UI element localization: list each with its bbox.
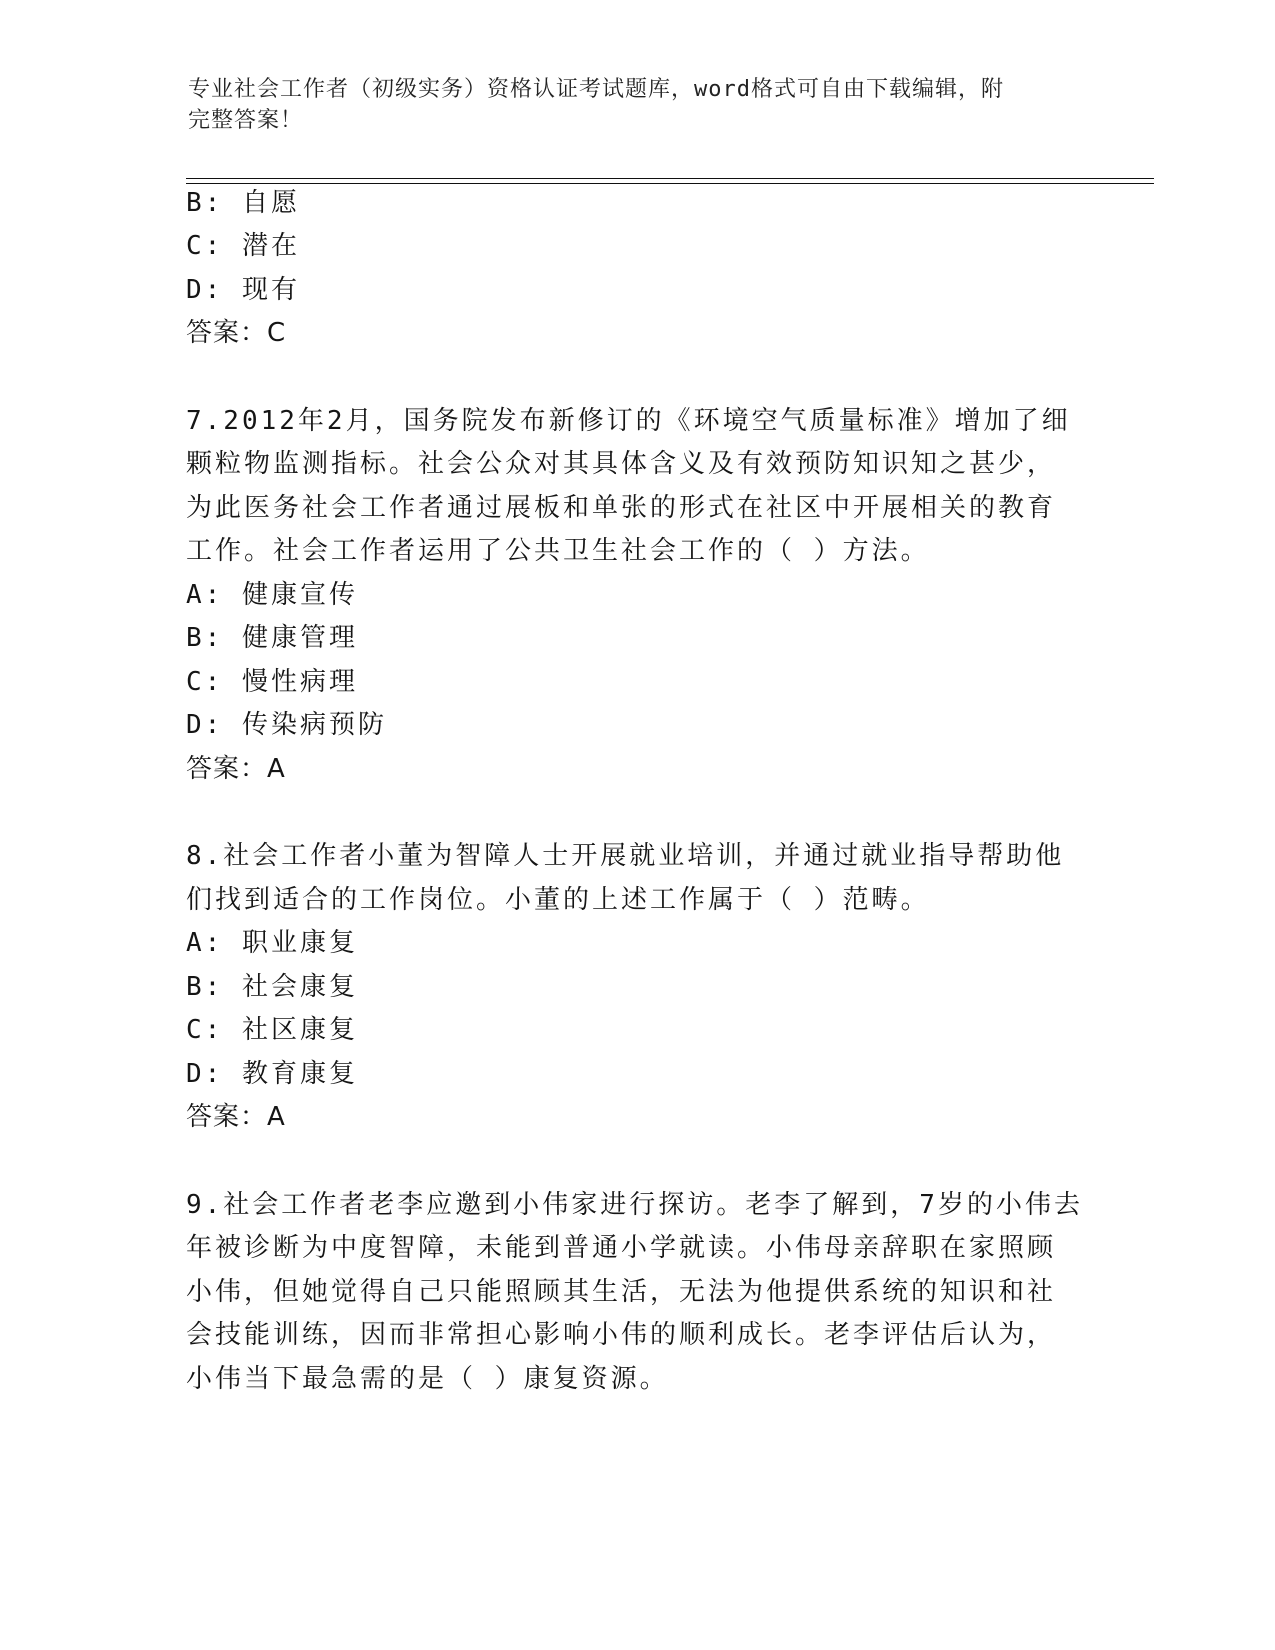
q7-option-c: C: 慢性病理 [186, 667, 358, 697]
q8-option-c: C: 社区康复 [186, 1015, 358, 1045]
q7-stem-line-2: 颗粒物监测指标。社会公众对其具体含义及有效预防知识知之甚少， [186, 449, 1057, 479]
q7-stem-line-4: 工作。社会工作者运用了公共卫生社会工作的（ ）方法。 [186, 536, 930, 566]
q9-stem-line-2: 年被诊断为中度智障，未能到普通小学就读。小伟母亲辞职在家照顾 [186, 1233, 1057, 1263]
page-header [188, 74, 1088, 136]
q8-option-b: B: 社会康复 [186, 972, 358, 1002]
q8-option-d: D: 教育康复 [186, 1059, 358, 1089]
q9-stem-line-3: 小伟，但她觉得自己只能照顾其生活，无法为他提供系统的知识和社 [186, 1277, 1057, 1307]
q9-stem-line-4: 会技能训练，因而非常担心影响小伟的顺利成长。老李评估后认为， [186, 1320, 1057, 1350]
q6-option-d: D: 现有 [186, 275, 300, 305]
q6-option-b: B: 自愿 [186, 188, 300, 218]
q7-option-d: D: 传染病预防 [186, 710, 387, 740]
header-divider [186, 178, 1154, 184]
q8-stem-line-1: 8.社会工作者小董为智障人士开展就业培训，并通过就业指导帮助他 [186, 841, 1065, 871]
q7-stem-line-3: 为此医务社会工作者通过展板和单张的形式在社区中开展相关的教育 [186, 493, 1057, 523]
q8-answer: 答案：A [186, 1102, 286, 1132]
q6-option-c: C: 潜在 [186, 231, 300, 261]
header-line-1: 专业社会工作者（初级实务）资格认证考试题库，word格式可自由下载编辑，附 [188, 77, 1004, 102]
q8-option-a: A: 职业康复 [186, 928, 358, 958]
q8-stem-line-2: 们找到适合的工作岗位。小董的上述工作属于（ ）范畴。 [186, 885, 930, 915]
q9-stem-line-1: 9.社会工作者老李应邀到小伟家进行探访。老李了解到，7岁的小伟去 [186, 1190, 1083, 1220]
q9-stem-line-5: 小伟当下最急需的是（ ）康复资源。 [186, 1364, 669, 1394]
q7-answer: 答案：A [186, 754, 286, 784]
header-line-2: 完整答案！ [188, 108, 304, 133]
q6-answer: 答案：C [186, 318, 287, 348]
q7-stem-line-1: 7.2012年2月，国务院发布新修订的《环境空气质量标准》增加了细 [186, 406, 1071, 436]
q7-option-a: A: 健康宣传 [186, 580, 358, 610]
q7-option-b: B: 健康管理 [186, 623, 358, 653]
